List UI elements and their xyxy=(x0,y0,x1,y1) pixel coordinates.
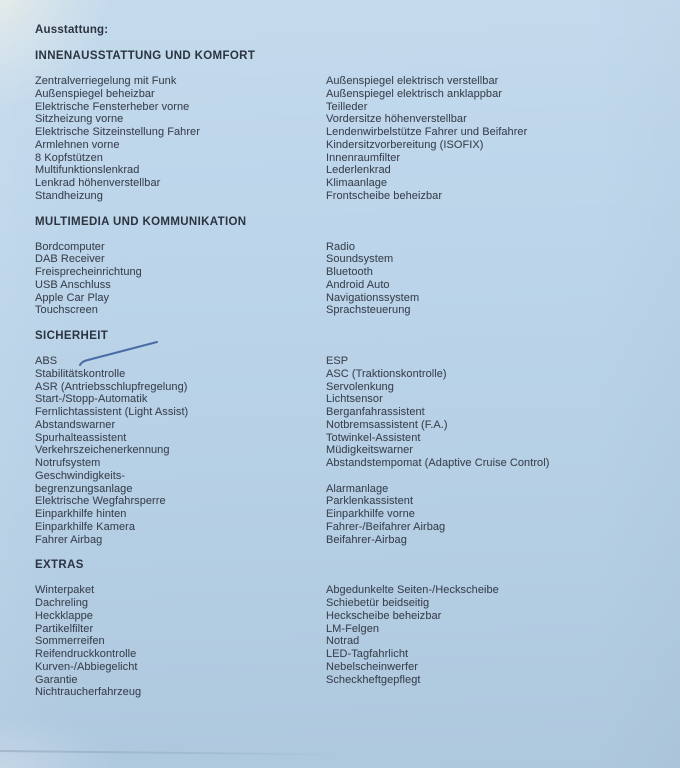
equipment-item: Armlehnen vorne xyxy=(35,138,120,151)
equipment-item: Elektrische Wegfahrsperre xyxy=(35,495,166,508)
equipment-item: ABS xyxy=(35,355,58,367)
equipment-item: Apple Car Play xyxy=(35,291,110,304)
equipment-item: Navigationssystem xyxy=(326,291,420,304)
equipment-item: Nichtraucherfahrzeug xyxy=(35,686,142,699)
equipment-item: Abstandswarner xyxy=(35,418,116,431)
equipment-item: Lederlenkrad xyxy=(326,164,391,177)
equipment-item: Einparkhilfe Kamera xyxy=(35,520,135,533)
equipment-item: Abstandstempomat (Adaptive Cruise Control) xyxy=(326,457,550,469)
equipment-item: Nebelscheinwerfer xyxy=(326,660,418,673)
equipment-item xyxy=(326,686,664,699)
equipment-item: USB Anschluss xyxy=(35,278,111,291)
equipment-item: begrenzungsanlage xyxy=(35,482,133,495)
equipment-item: Android Auto xyxy=(326,278,390,291)
equipment-item: Dachreling xyxy=(35,597,89,609)
equipment-item: Notbremsassistent (F.A.) xyxy=(326,418,448,431)
equipment-item: Soundsystem xyxy=(326,253,394,266)
two-column-list xyxy=(35,75,664,203)
equipment-item: Notrad xyxy=(326,635,360,648)
equipment-item: Start-/Stopp-Automatik xyxy=(35,393,148,406)
equipment-item: Bordcomputer xyxy=(35,240,105,253)
equipment-item xyxy=(326,470,664,483)
equipment-item: ESP xyxy=(326,355,349,367)
equipment-item: Touchscreen xyxy=(35,304,98,317)
equipment-item: Alarmanlage xyxy=(326,482,389,495)
equipment-item: Scheckheftgepflegt xyxy=(326,673,421,686)
equipment-item: Beifahrer-Airbag xyxy=(326,533,407,546)
equipment-item: Frontscheibe beheizbar xyxy=(326,189,443,202)
equipment-item: Schiebetür beidseitig xyxy=(326,597,430,609)
right-column xyxy=(326,584,664,699)
equipment-item: Bluetooth xyxy=(326,266,373,278)
section-heading: SICHERHEIT xyxy=(35,330,109,342)
left-column xyxy=(35,75,326,203)
equipment-item: LED-Tagfahrlicht xyxy=(326,648,409,660)
equipment-item: Notrufsystem xyxy=(35,457,101,469)
section-sicherheit xyxy=(35,330,664,546)
section-heading: MULTIMEDIA UND KOMMUNIKATION xyxy=(35,215,247,228)
equipment-item: Sprachsteuerung xyxy=(326,304,411,317)
equipment-item: Elektrische Fensterheber vorne xyxy=(35,100,190,113)
section-innenausstattung-und-komfort xyxy=(35,50,664,203)
equipment-item: Lenkrad höhenverstellbar xyxy=(35,177,161,189)
equipment-item: Außenspiegel elektrisch anklappbar xyxy=(326,87,502,100)
left-column xyxy=(35,355,326,546)
equipment-item: DAB Receiver xyxy=(35,253,105,266)
left-column xyxy=(35,584,326,699)
equipment-item: Einparkhilfe hinten xyxy=(35,508,127,520)
equipment-item: Elektrische Sitzeinstellung Fahrer xyxy=(35,126,200,138)
equipment-item: 8 Kopfstützen xyxy=(35,151,103,164)
equipment-item: Stabilitätskontrolle xyxy=(35,367,126,380)
equipment-item: Lendenwirbelstütze Fahrer und Beifahrer xyxy=(326,126,528,138)
right-column xyxy=(326,75,664,203)
equipment-item: Zentralverriegelung mit Funk xyxy=(35,75,177,87)
equipment-item: Berganfahrassistent xyxy=(326,406,425,418)
equipment-item: Klimaanlage xyxy=(326,177,388,189)
equipment-item: Außenspiegel elektrisch verstellbar xyxy=(326,75,499,87)
equipment-item: ASR (Antriebsschlupfregelung) xyxy=(35,380,188,393)
equipment-item: Sitzheizung vorne xyxy=(35,113,124,126)
equipment-item: Kindersitzvorbereitung (ISOFIX) xyxy=(326,138,484,151)
equipment-item: Fahrer Airbag xyxy=(35,533,103,546)
right-column xyxy=(326,355,664,546)
equipment-item: Reifendruckkontrolle xyxy=(35,648,137,660)
equipment-item: Außenspiegel beheizbar xyxy=(35,87,155,100)
equipment-item: Verkehrszeichenerkennung xyxy=(35,444,170,457)
equipment-item: Fahrer-/Beifahrer Airbag xyxy=(326,520,446,533)
left-column xyxy=(35,241,326,318)
equipment-item: Multifunktionslenkrad xyxy=(35,164,140,177)
section-extras xyxy=(35,559,664,699)
equipment-item: Winterpaket xyxy=(35,584,95,597)
equipment-item: Heckscheibe beheizbar xyxy=(326,609,442,622)
right-column xyxy=(326,241,664,318)
equipment-item: ASC (Traktionskontrolle) xyxy=(326,367,447,380)
equipment-item: Totwinkel-Assistent xyxy=(326,431,421,444)
equipment-item: Radio xyxy=(326,240,355,253)
equipment-item: Kurven-/Abbiegelicht xyxy=(35,660,138,673)
section-heading: EXTRAS xyxy=(35,559,84,572)
equipment-item: Garantie xyxy=(35,673,78,686)
equipment-item: Servolenkung xyxy=(326,380,394,393)
equipment-item: Fernlichtassistent (Light Assist) xyxy=(35,406,189,418)
two-column-list xyxy=(35,241,664,318)
equipment-item: Lichtsensor xyxy=(326,393,383,406)
document-title: Ausstattung: xyxy=(35,24,109,36)
equipment-item: Geschwindigkeits- xyxy=(35,469,126,482)
two-column-list xyxy=(35,584,664,699)
equipment-item: LM-Felgen xyxy=(326,622,380,635)
equipment-item: Partikelfilter xyxy=(35,622,94,635)
equipment-item: Sommerreifen xyxy=(35,635,105,648)
equipment-item: Freisprecheinrichtung xyxy=(35,266,142,278)
equipment-item: Abgedunkelte Seiten-/Heckscheibe xyxy=(326,584,499,597)
equipment-item: Teilleder xyxy=(326,100,368,113)
section-multimedia-und-kommunikation xyxy=(35,216,664,318)
equipment-item: Müdigkeitswarner xyxy=(326,444,414,457)
section-heading: INNENAUSSTATTUNG UND KOMFORT xyxy=(35,50,256,62)
equipment-item: Einparkhilfe vorne xyxy=(326,508,415,520)
equipment-item: Heckklappe xyxy=(35,609,93,622)
equipment-item: Spurhalteassistent xyxy=(35,431,127,444)
equipment-item: Parklenkassistent xyxy=(326,495,414,508)
equipment-item: Vordersitze höhenverstellbar xyxy=(326,113,467,126)
two-column-list xyxy=(35,355,664,546)
equipment-item: Innenraumfilter xyxy=(326,151,401,164)
equipment-item: Standheizung xyxy=(35,189,103,202)
